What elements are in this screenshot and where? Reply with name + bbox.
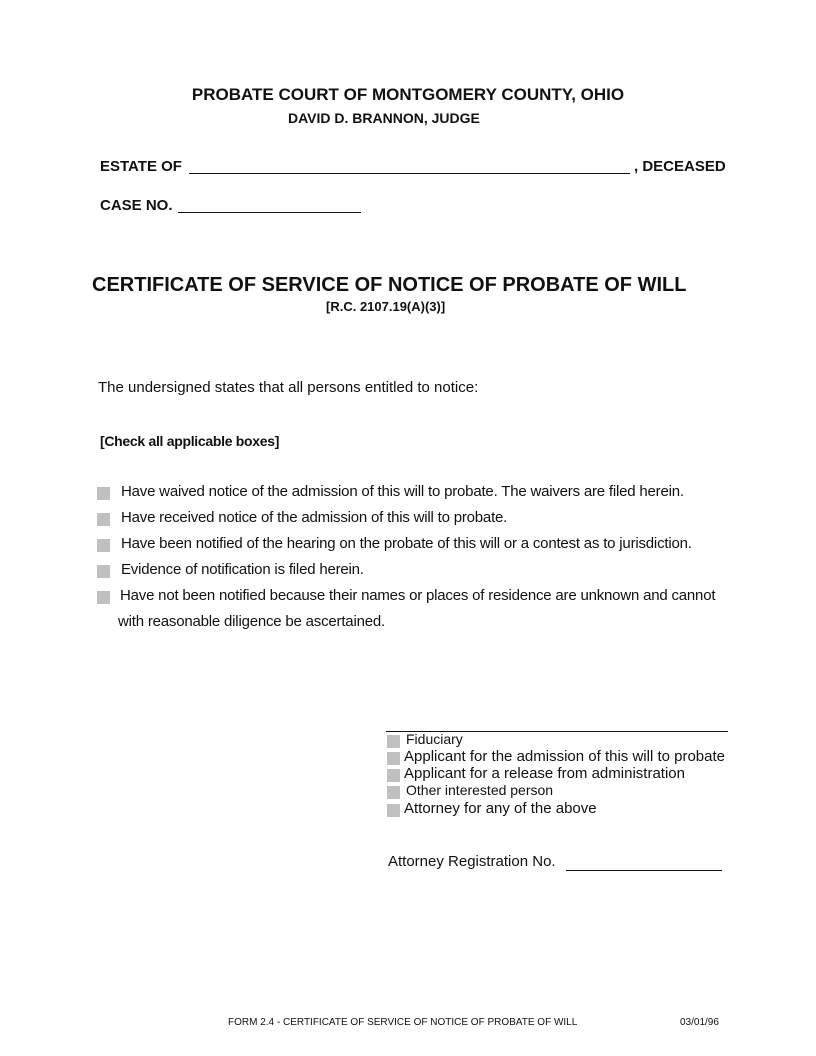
attorney-registration-input[interactable] [566,870,722,871]
role-label: Attorney for any of the above [404,800,597,817]
role-checkbox[interactable] [387,786,400,799]
option-label: Have received notice of the admission of this will to probate. [121,509,508,526]
option-checkbox[interactable] [97,539,110,552]
role-label: Other interested person [406,782,554,798]
intro-text: The undersigned states that all persons entitled to notice: [98,379,479,396]
estate-input[interactable] [189,173,630,174]
role-checkbox[interactable] [387,752,400,765]
footer-form-id: FORM 2.4 - CERTIFICATE OF SERVICE OF NOTICE OF PROBATE OF WILL [228,1017,578,1028]
role-checkbox[interactable] [387,769,400,782]
deceased-label: , DECEASED [634,158,726,175]
case-label: CASE NO. [100,197,173,214]
option-label-continuation: with reasonable diligence be ascertained. [118,613,385,630]
judge-name: DAVID D. BRANNON, JUDGE [288,110,480,126]
option-label: Have waived notice of the admission of this will to probate. The waivers are filed herein. [121,483,684,500]
role-label: Fiduciary [406,731,463,747]
role-checkbox[interactable] [387,735,400,748]
estate-label: ESTATE OF [100,158,182,175]
option-checkbox[interactable] [97,591,110,604]
role-label: Applicant for a release from administration [404,765,685,782]
option-label: Have not been notified because their names or places of residence are unknown and cannot [120,587,716,604]
form-title: CERTIFICATE OF SERVICE OF NOTICE OF PROBATE OF WILL [92,274,687,296]
option-checkbox[interactable] [97,513,110,526]
role-label: Applicant for the admission of this will to probate [404,748,725,765]
case-number-input[interactable] [178,212,361,213]
option-label: Evidence of notification is filed herein. [121,561,364,578]
role-checkbox[interactable] [387,804,400,817]
court-name: PROBATE COURT OF MONTGOMERY COUNTY, OHIO [191,85,625,104]
instruction-text: [Check all applicable boxes] [100,433,280,449]
statute-reference: [R.C. 2107.19(A)(3)] [326,299,446,314]
attorney-registration-label: Attorney Registration No. [388,853,556,870]
option-checkbox[interactable] [97,487,110,500]
option-checkbox[interactable] [97,565,110,578]
option-label: Have been notified of the hearing on the probate of this will or a contest as to jurisdiction. [121,535,692,552]
footer-date: 03/01/96 [680,1017,719,1028]
